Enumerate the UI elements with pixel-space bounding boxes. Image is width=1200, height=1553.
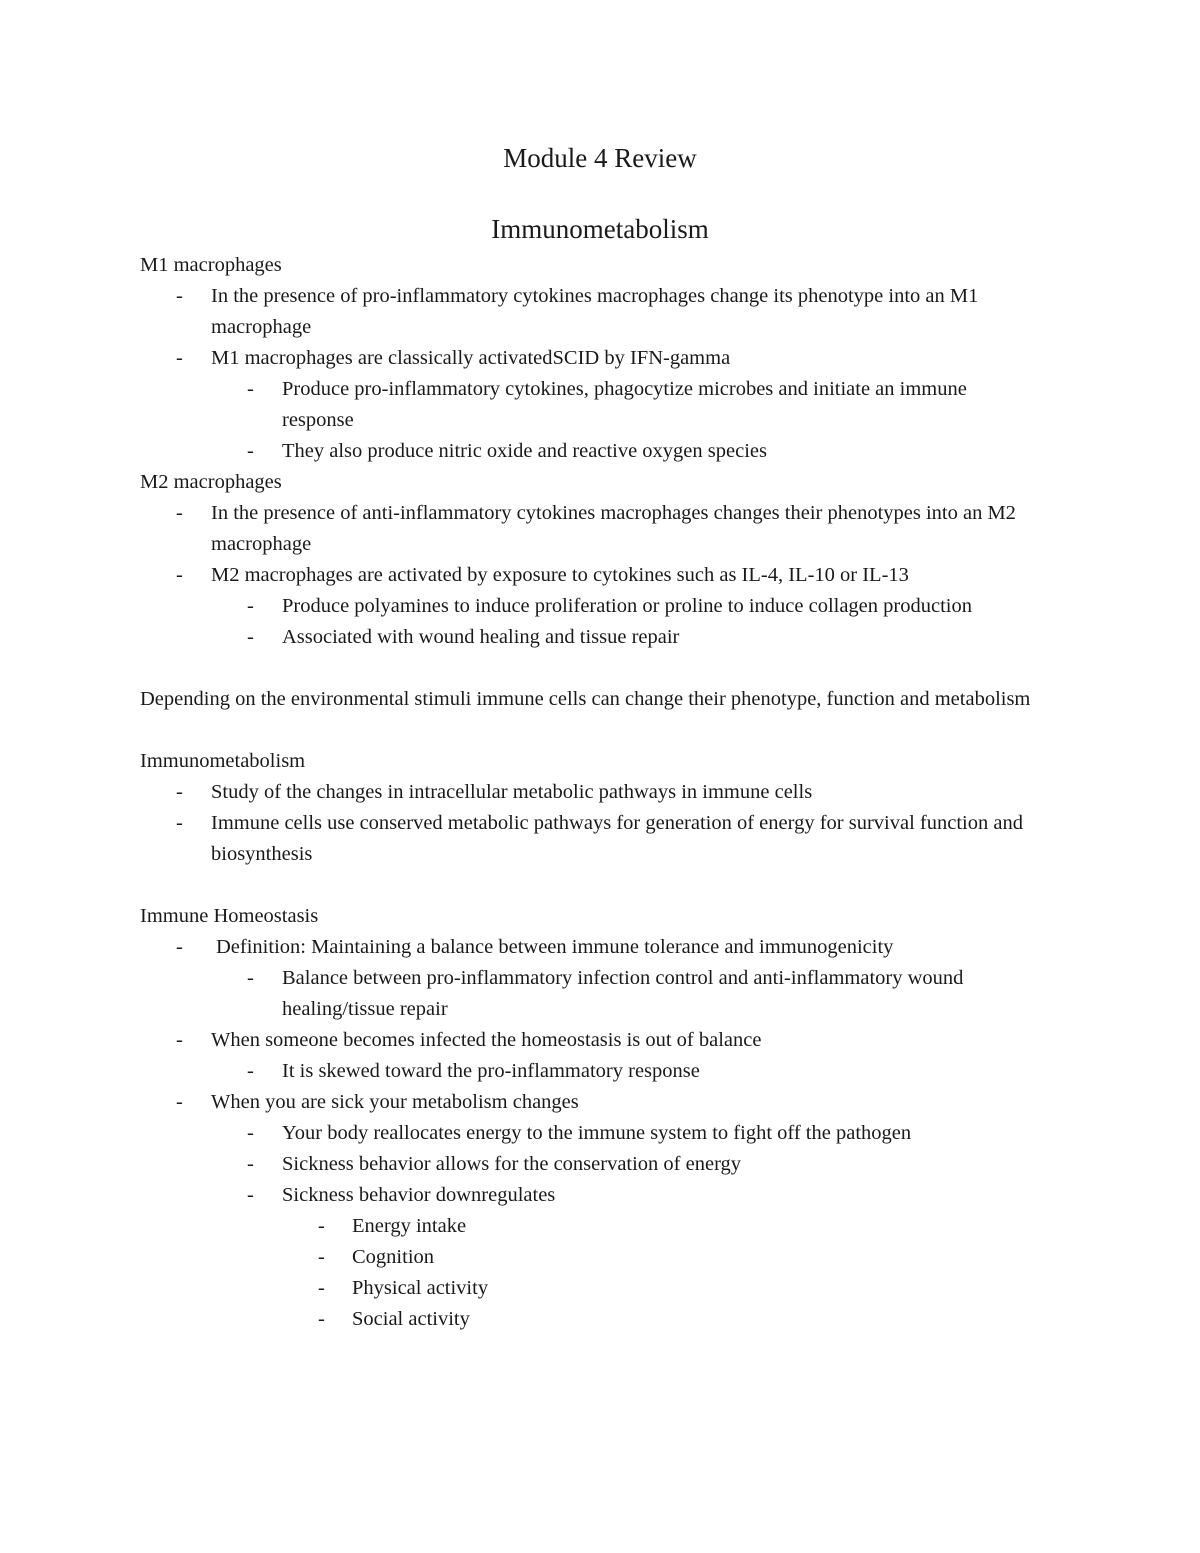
- list-item: [140, 1180, 1060, 1211]
- list-item: [140, 560, 1060, 591]
- list-item-text: Energy intake: [352, 1215, 467, 1237]
- list-item-text: Cognition: [352, 1246, 435, 1268]
- page-title: Module 4 Review: [503, 143, 697, 173]
- bullet-dash: -: [176, 285, 183, 307]
- list-item: [140, 1118, 1060, 1149]
- list-item-text: In the presence of pro-inflammatory cytokines macrophages change its phenotype into an M1 macrophage: [211, 285, 979, 338]
- spacer: [140, 870, 1060, 901]
- list-item: [140, 1056, 1060, 1087]
- bullet-dash: -: [247, 967, 254, 989]
- bullet-dash: -: [247, 595, 254, 617]
- section-title: Immunometabolism: [491, 214, 709, 244]
- bullet-dash: -: [247, 1060, 254, 1082]
- list-item: [140, 963, 1060, 1025]
- list-item: [140, 281, 1060, 343]
- bullet-dash: -: [247, 1122, 254, 1144]
- bullet-dash: -: [247, 378, 254, 400]
- list-item-text: In the presence of anti-inflammatory cytokines macrophages changes their phenotypes into an M2 macrophage: [211, 502, 1016, 555]
- paragraph: Depending on the environmental stimuli immune cells can change their phenotype, function and metabolism: [140, 688, 1031, 710]
- list-item: [140, 498, 1060, 560]
- list-item: [140, 1304, 1060, 1335]
- bullet-dash: -: [176, 347, 183, 369]
- list-item-text: Produce pro-inflammatory cytokines, phagocytize microbes and initiate an immune response: [282, 378, 967, 431]
- list-item: [140, 932, 1060, 963]
- bullet-dash: -: [318, 1277, 325, 1299]
- bullet-dash: -: [247, 1153, 254, 1175]
- bullet-dash: -: [318, 1308, 325, 1330]
- m2-heading: M2 macrophages: [140, 471, 282, 493]
- list-item-text: They also produce nitric oxide and reactive oxygen species: [282, 440, 767, 462]
- homeostasis-heading: Immune Homeostasis: [140, 905, 319, 927]
- list-item-text: Produce polyamines to induce proliferation or proline to induce collagen production: [282, 595, 972, 617]
- list-item-text: Social activity: [352, 1308, 470, 1330]
- list-item-text: When someone becomes infected the homeostasis is out of balance: [211, 1029, 762, 1051]
- list-item: [140, 1211, 1060, 1242]
- spacer: [140, 653, 1060, 684]
- list-item: [140, 622, 1060, 653]
- bullet-dash: -: [176, 781, 183, 803]
- bullet-dash: -: [247, 440, 254, 462]
- list-item: [140, 436, 1060, 467]
- bullet-dash: -: [176, 812, 183, 834]
- bullet-dash: -: [176, 564, 183, 586]
- list-item: [140, 1242, 1060, 1273]
- list-item: [140, 808, 1060, 870]
- bullet-dash: -: [247, 626, 254, 648]
- spacer: [140, 715, 1060, 746]
- list-item-text: M1 macrophages are classically activatedSCID by IFN-gamma: [211, 347, 731, 369]
- bullet-dash: -: [176, 1091, 183, 1113]
- list-item: [140, 343, 1060, 374]
- list-item-text: Associated with wound healing and tissue repair: [282, 626, 680, 648]
- list-item-text: When you are sick your metabolism changes: [211, 1091, 579, 1113]
- list-item-text: Sickness behavior downregulates: [282, 1184, 556, 1206]
- list-item-text: It is skewed toward the pro-inflammatory response: [282, 1060, 700, 1082]
- list-item: [140, 1273, 1060, 1304]
- bullet-dash: -: [318, 1215, 325, 1237]
- list-item-text: Your body reallocates energy to the immune system to fight off the pathogen: [282, 1122, 912, 1144]
- list-item-text: Physical activity: [352, 1277, 489, 1299]
- bullet-dash: -: [176, 936, 183, 958]
- immunometabolism-heading: Immunometabolism: [140, 750, 306, 772]
- bullet-dash: -: [176, 1029, 183, 1051]
- list-item-text: Study of the changes in intracellular metabolic pathways in immune cells: [211, 781, 813, 803]
- list-item: [140, 1087, 1060, 1118]
- bullet-dash: -: [247, 1184, 254, 1206]
- list-item-text: M2 macrophages are activated by exposure to cytokines such as IL-4, IL-10 or IL-13: [211, 564, 909, 586]
- list-item-text: Definition: Maintaining a balance between immune tolerance and immunogenicity: [216, 936, 894, 958]
- list-item: [140, 1149, 1060, 1180]
- list-item: [140, 1025, 1060, 1056]
- bullet-dash: -: [318, 1246, 325, 1268]
- list-item: [140, 374, 1060, 436]
- document-body: [140, 250, 1060, 1335]
- list-item: [140, 591, 1060, 622]
- list-item: [140, 777, 1060, 808]
- list-item-text: Balance between pro-inflammatory infection control and anti-inflammatory wound healing/tissue repair: [282, 967, 964, 1020]
- list-item-text: Sickness behavior allows for the conservation of energy: [282, 1153, 742, 1175]
- m1-heading: M1 macrophages: [140, 254, 282, 276]
- bullet-dash: -: [176, 502, 183, 524]
- list-item-text: Immune cells use conserved metabolic pathways for generation of energy for survival function and biosynthesis: [211, 812, 1023, 865]
